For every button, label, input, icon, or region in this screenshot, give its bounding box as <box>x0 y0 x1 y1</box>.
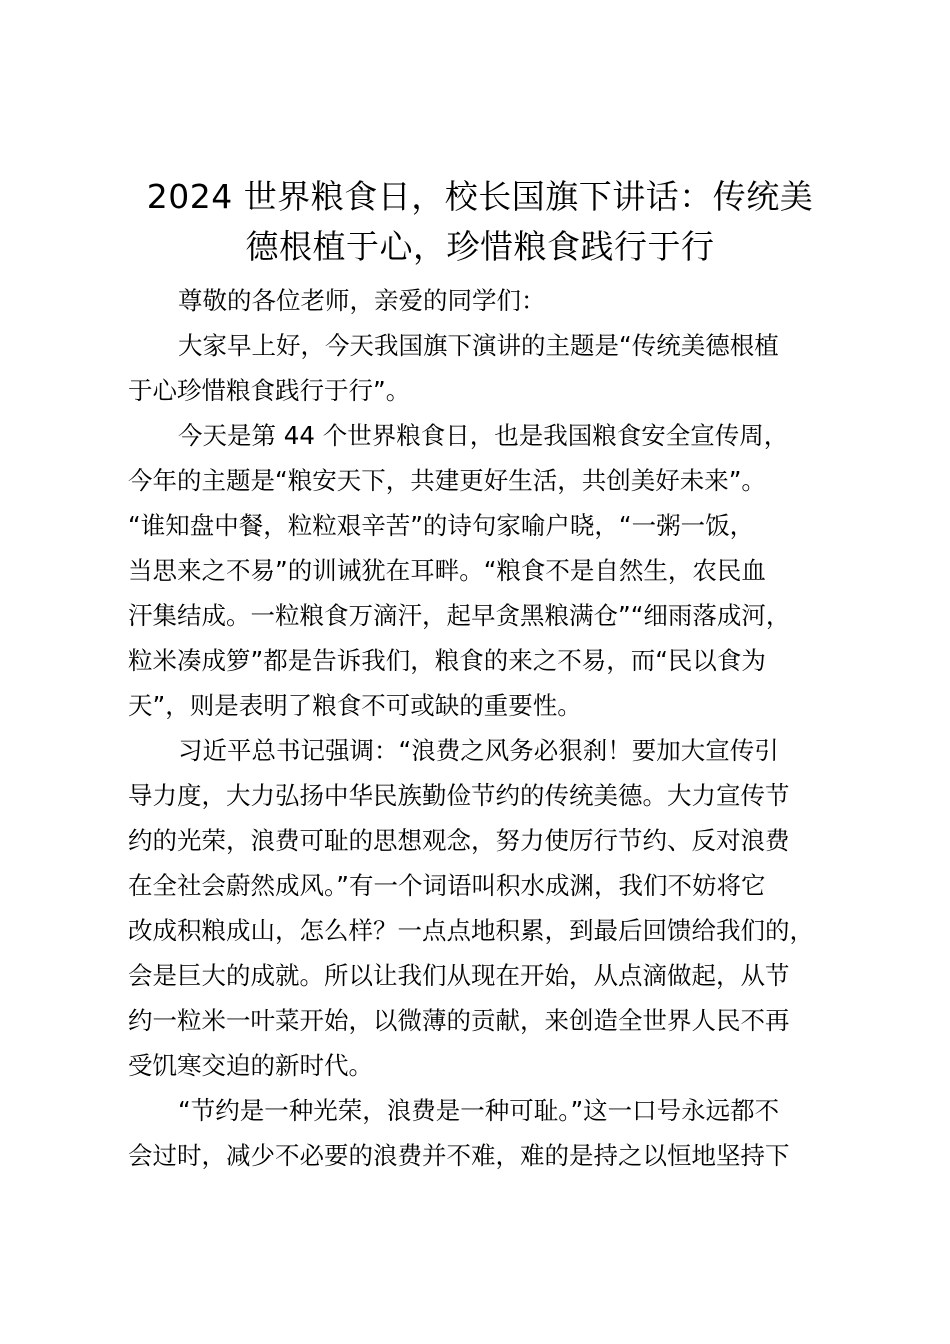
paragraph-line: “谁知盘中餐，粒粒艰辛苦”的诗句家喻户晓，“一粥一饭， <box>128 511 755 540</box>
title-line-2: 德根植于心，珍惜粮食践行于行 <box>245 227 715 266</box>
title-line-1: 2024 世界粮食日，校长国旗下讲话：传统美 <box>146 177 814 216</box>
paragraph-line: 大家早上好，今天我国旗下演讲的主题是“传统美德根植 <box>178 331 779 360</box>
paragraph-line: 改成积粮成山，怎么样？一点点地积累，到最后回馈给我们的， <box>128 916 814 945</box>
paragraph-line: 粒米凑成箩”都是告诉我们，粮食的来之不易，而“民以食为 <box>128 646 766 675</box>
document-title <box>120 172 840 272</box>
paragraph-line: 约一粒米一叶菜开始，以微薄的贡献，来创造全世界人民不再 <box>128 1006 790 1035</box>
paragraph-line: 于心珍惜粮食践行于行”。 <box>128 376 411 405</box>
paragraph-line: 当思来之不易”的训诫犹在耳畔。“粮食不是自然生，农民血 <box>128 556 766 585</box>
paragraph-line: 约的光荣，浪费可耻的思想观念，努力使厉行节约、反对浪费 <box>128 826 790 855</box>
paragraph-line: 习近平总书记强调：“浪费之风务必狠刹！要加大宣传引 <box>178 736 779 765</box>
paragraph-line: “节约是一种光荣，浪费是一种可耻。”这一口号永远都不 <box>178 1096 780 1125</box>
paragraph-line: 今天是第 44 个世界粮食日，也是我国粮食安全宣传周， <box>178 421 789 450</box>
paragraph-line: 在全社会蔚然成风。”有一个词语叫积水成渊，我们不妨将它 <box>128 871 766 900</box>
paragraph-line: 导力度，大力弘扬中华民族勤俭节约的传统美德。大力宣传节 <box>128 781 790 810</box>
document-body <box>128 278 848 1178</box>
paragraph-line: 天”，则是表明了粮食不可或缺的重要性。 <box>128 691 582 720</box>
paragraph-line: 受饥寒交迫的新时代。 <box>128 1051 373 1080</box>
paragraph-line: 今年的主题是“粮安天下，共建更好生活，共创美好未来”。 <box>128 466 766 495</box>
paragraph-line: 会过时，减少不必要的浪费并不难，难的是持之以恒地坚持下 <box>128 1141 790 1170</box>
paragraph-line: 汗集结成。一粒粮食万滴汗，起早贪黑粮满仓”“细雨落成河， <box>128 601 791 630</box>
paragraph-line: 会是巨大的成就。所以让我们从现在开始，从点滴做起，从节 <box>128 961 790 990</box>
salutation: 尊敬的各位老师，亲爱的同学们： <box>178 286 546 315</box>
